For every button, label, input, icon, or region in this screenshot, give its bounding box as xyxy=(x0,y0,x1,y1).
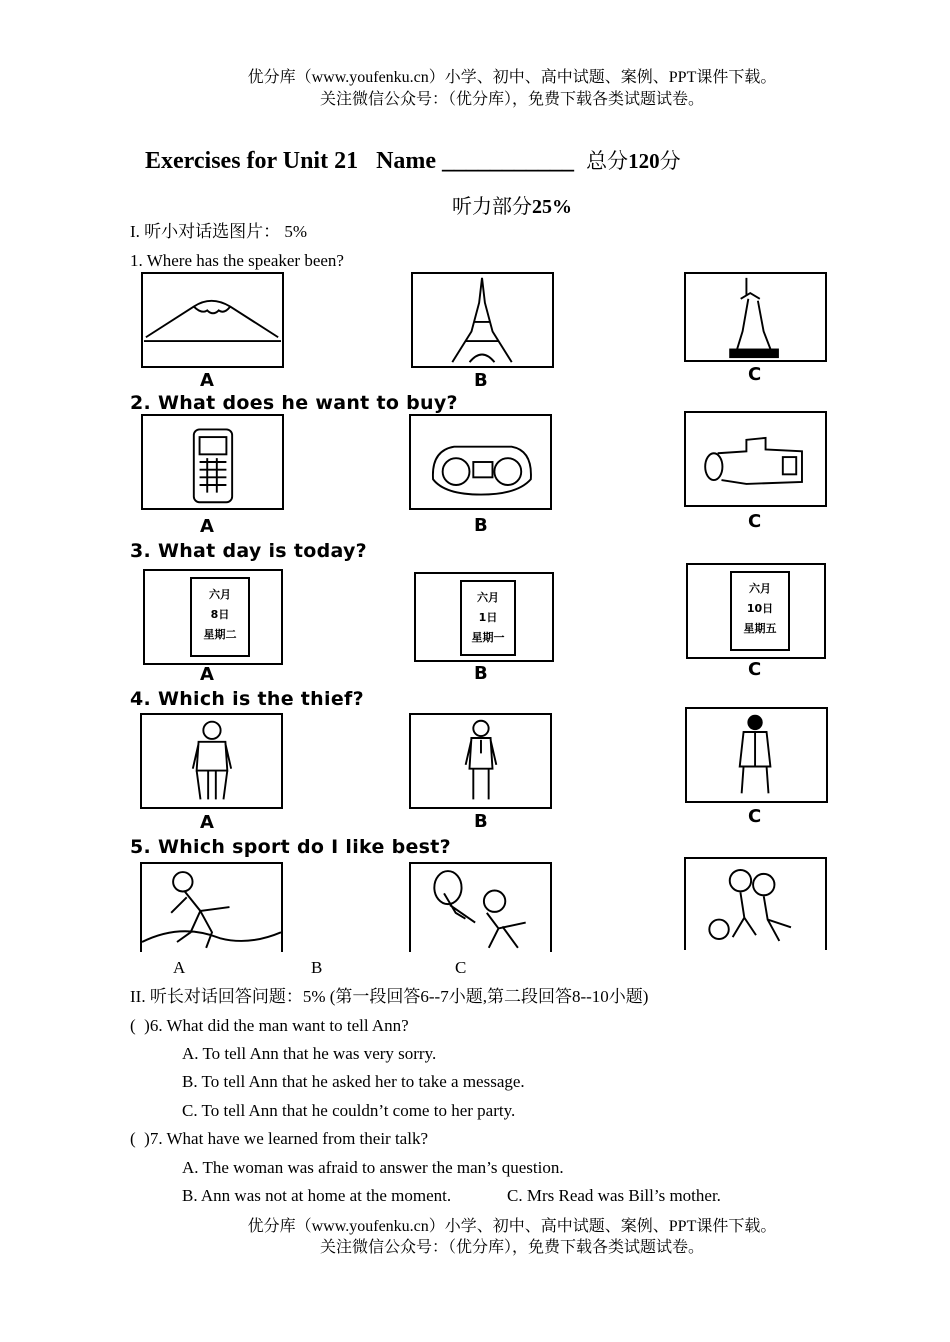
calendar-c-picture xyxy=(686,563,826,659)
q2-label-a: A xyxy=(200,516,214,537)
part1-heading: I. 听小对话选图片： 5% xyxy=(130,222,308,241)
q7-option-a: A. The woman was afraid to answer the man’s question. xyxy=(182,1158,564,1177)
q5-label-a: A xyxy=(173,958,186,977)
q1-label-b: B xyxy=(474,370,488,391)
video-camera-picture xyxy=(684,411,827,507)
calendar-a-weekday: 星期二 xyxy=(203,628,237,641)
calendar-a-picture xyxy=(143,569,283,665)
football-picture xyxy=(684,857,827,950)
question-3: 3. What day is today? xyxy=(130,540,368,562)
question-4: 4. Which is the thief? xyxy=(130,688,364,710)
q4-label-b: B xyxy=(474,811,488,832)
statue-of-liberty-picture xyxy=(684,272,827,362)
q4-label-a: A xyxy=(200,812,214,833)
person-b-picture xyxy=(409,713,552,809)
question-2: 2. What does he want to buy? xyxy=(130,392,458,414)
header-line-1: 优分库（www.youfenku.cn）小学、初中、高中试题、案例、PPT课件下载。 xyxy=(247,69,777,86)
q6-option-c: C. To tell Ann that he couldn’t come to her party. xyxy=(182,1101,516,1120)
footer-line-1: 优分库（www.youfenku.cn）小学、初中、高中试题、案例、PPT课件下载。 xyxy=(247,1218,777,1235)
header-line-2: 关注微信公众号：（优分库），免费下载各类试题试卷。 xyxy=(319,91,704,108)
question-6: ( )6. What did the man want to tell Ann? xyxy=(130,1016,409,1035)
calendar-c-day: 10日 xyxy=(746,602,774,615)
q7-option-c: C. Mrs Read was Bill’s mother. xyxy=(507,1186,721,1205)
total-score: 总分120分 xyxy=(586,149,681,173)
question-1: 1. Where has the speaker been? xyxy=(130,251,344,270)
q6-option-a: A. To tell Ann that he was very sorry. xyxy=(182,1044,437,1063)
mobile-phone-picture xyxy=(141,414,284,510)
person-c-picture xyxy=(685,707,828,803)
q1-label-a: A xyxy=(200,370,214,391)
part2-heading: II. 听长对话回答问题：5% (第一段回答6--7小题,第二段回答8--10小题) xyxy=(130,987,649,1006)
calendar-b-month: 六月 xyxy=(477,591,499,604)
q5-label-c: C xyxy=(455,958,467,977)
question-5: 5. Which sport do I like best? xyxy=(130,836,451,858)
calendar-b-picture xyxy=(414,572,554,662)
title-text: Exercises for Unit 21 Name ___________ xyxy=(145,148,587,174)
radio-cassette-picture xyxy=(409,414,552,510)
q5-label-b: B xyxy=(311,958,323,977)
running-picture xyxy=(140,862,283,952)
page-title xyxy=(145,145,681,175)
q3-label-a: A xyxy=(200,664,214,685)
person-a-picture xyxy=(140,713,283,809)
calendar-a-day: 8日 xyxy=(210,608,230,621)
q3-label-c: C xyxy=(748,659,762,680)
footer-line-2: 关注微信公众号：（优分库），免费下载各类试题试卷。 xyxy=(319,1239,704,1256)
q4-label-c: C xyxy=(748,806,762,827)
listening-section-title: 听力部分25% xyxy=(452,196,572,218)
q6-option-b: B. To tell Ann that he asked her to take a message. xyxy=(182,1072,525,1091)
q1-label-c: C xyxy=(748,364,762,385)
calendar-c-weekday: 星期五 xyxy=(743,622,777,635)
calendar-a-month: 六月 xyxy=(209,588,231,601)
tennis-picture xyxy=(409,862,552,952)
q2-label-b: B xyxy=(474,515,488,536)
q2-label-c: C xyxy=(748,511,762,532)
calendar-b-day: 1日 xyxy=(478,611,498,624)
q7-option-b: B. Ann was not at home at the moment. xyxy=(182,1186,452,1205)
mount-fuji-picture xyxy=(141,272,284,368)
question-7: ( )7. What have we learned from their talk? xyxy=(130,1129,428,1148)
eiffel-tower-picture xyxy=(411,272,554,368)
calendar-b-weekday: 星期一 xyxy=(471,631,505,644)
q3-label-b: B xyxy=(474,663,488,684)
calendar-c-month: 六月 xyxy=(749,582,771,595)
